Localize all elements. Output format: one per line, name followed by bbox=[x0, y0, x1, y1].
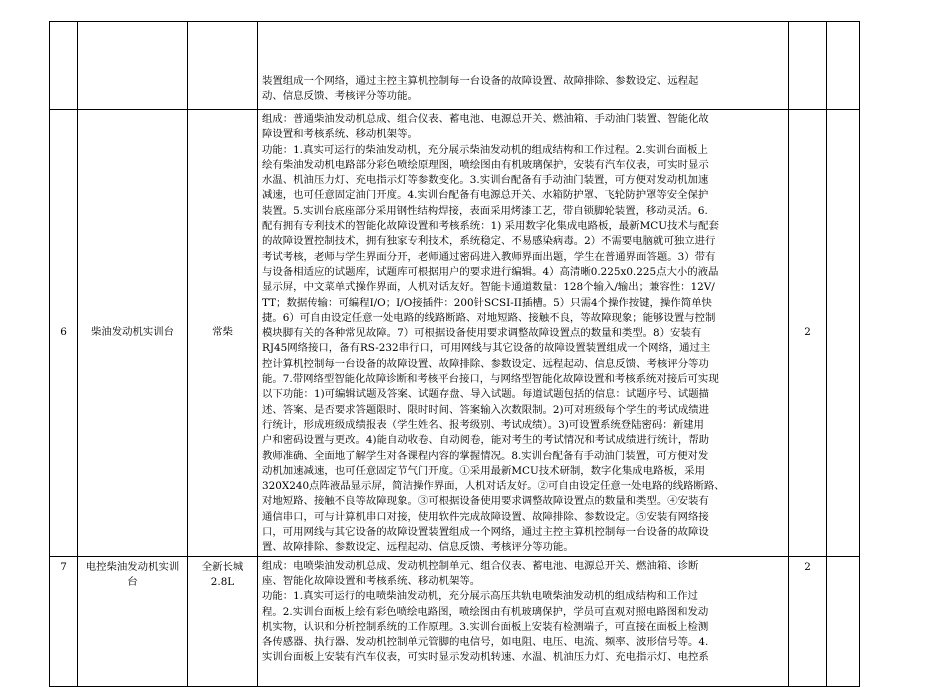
description-line: 通信串口，可与计算机串口对接，使用软件完成故障设置、故障排除、参数设定。⑤安装有网络接 bbox=[262, 510, 709, 523]
description-line: 功能：1.真实可运行的柴油发动机，充分展示柴油发动机的组成结构和工作过程。2.实训台面板上 bbox=[262, 143, 708, 156]
table-row bbox=[50, 22, 860, 110]
description-line: 述、答案、是否要求答题限时、限时时间、答案输入次数限制。2)可对班级每个学生的考试成绩进 bbox=[262, 403, 710, 416]
row-number bbox=[50, 22, 78, 110]
description-line: 与设备相适应的试题库，试题库可根据用户的要求进行编辑。4）高清晰0.225x0.225点大小的液晶 bbox=[262, 265, 719, 278]
description-line: 程。2.实训台面板上绘有彩色喷绘电路图，喷绘图由有机玻璃保护，学员可直观对照电路图和发动 bbox=[262, 605, 709, 618]
description-line: 功能：1.真实可运行的电喷柴油发动机，充分展示高压共轨电喷柴油发动机的组成结构和工作过 bbox=[262, 590, 698, 603]
description-line: 控计算机控制每一台设备的故障设置、故障排除、参数设定、远程起动、信息反馈、考核评分等功 bbox=[262, 357, 709, 370]
equipment-description bbox=[258, 110, 789, 557]
description-line: 组成：电喷柴油发动机总成、发动机控制单元、组合仪表、蓄电池、电源总开关、燃油箱、诊断 bbox=[262, 559, 699, 572]
description-line: 能。7.带网络型智能化故障诊断和考核平台接口，与网络型智能化故障设置和考核系统对接后可实现 bbox=[262, 373, 719, 386]
description-line: 绘有柴油发动机电路部分彩色喷绘原理图，喷绘图由有机玻璃保护，安装有汽车仪表，可实时显示 bbox=[262, 158, 709, 171]
description-line: 减速，也可任意固定油门开度。4.实训台配备有电源总开关、水箱防护罩、飞轮防护罩等安全保护 bbox=[262, 189, 709, 202]
equipment-quantity bbox=[789, 22, 827, 110]
description-line: 以下功能：1)可编辑试题及答案、试题存盘、导入试题。每道试题包括的信息：试题序号、试题描 bbox=[262, 388, 710, 401]
description-line: 模块脚有关的各种常见故障。7）可根据设备使用要求调整故障设置点的数量和类型。8）安装有 bbox=[262, 327, 702, 340]
equipment-quantity: 2 bbox=[789, 110, 827, 557]
equipment-quantity: 2 bbox=[789, 556, 827, 686]
description-line: 装置组成一个网络，通过主控主算机控制每一台设备的故障设置、故障排除、参数设定、远程起 bbox=[262, 75, 699, 87]
description-line: 实训台面板上安装有汽车仪表，可实时显示发动机转速、水温、机油压力灯、充电指示灯、电控系 bbox=[262, 651, 709, 664]
table-row bbox=[50, 556, 860, 686]
description-line: 显示屏，中文菜单式操作界面，人机对话友好。智能卡通道数量：128个输入/输出；兼容性：12V/ bbox=[262, 281, 715, 294]
description-line: 配有拥有专利技术的智能化故障设置和考核系统：1) 采用数字化集成电路板，最新MCU技术与配套 bbox=[262, 220, 719, 233]
description-line: 口，可用网线与其它设备的故障设置装置组成一个网络，通过主控主算机控制每一台设备的故障设 bbox=[262, 526, 709, 539]
description-line: 动机加速减速，也可任意固定节气门开度。①采用最新MCU技术研制，数字化集成电路板，采用 bbox=[262, 464, 705, 477]
equipment-name: 柴油发动机实训台 bbox=[78, 110, 188, 557]
equipment-description bbox=[258, 556, 789, 686]
description-line: 各传感器、执行器、发动机控制单元管脚的电信号，如电阻、电压、电流、频率、波形信号等。4. bbox=[262, 636, 709, 649]
row-number: 7 bbox=[50, 556, 78, 686]
description-line: RJ45网络接口，备有RS-232串行口，可用网线与其它设备的故障设置装置组成一个网络，通过主 bbox=[262, 342, 711, 355]
description-line: 座、智能化故障设置和考核系统、移动机架等。 bbox=[262, 574, 481, 587]
remarks-cell bbox=[827, 556, 860, 686]
description-line: 装置。5.实训台底座部分采用钢性结构焊接，表面采用烤漆工艺，带自锁脚轮装置，移动灵活。6. bbox=[262, 204, 708, 217]
equipment-brand: 常柴 bbox=[188, 110, 258, 557]
description-line: 水温、机油压力灯、充电指示灯等参数变化。3.实训台配备有手动油门装置，可方便对发动机加速 bbox=[262, 174, 709, 187]
equipment-description bbox=[258, 22, 789, 110]
description-line: TT；数据传输：可编程I/O；I/O接插件：200针SCSI-II插槽。5）只需4个操作按键，操作简单快 bbox=[262, 296, 712, 309]
equipment-name: 电控柴油发动机实训台 bbox=[78, 556, 188, 686]
description-line: 320X240点阵液晶显示屏，简洁操作界面，人机对话友好。②可自由设定任意一处电路的线路断路、 bbox=[262, 480, 725, 493]
description-line: 动、信息反馈、考核评分等功能。 bbox=[262, 90, 418, 103]
description-line: 障设置和考核系统、移动机架等。 bbox=[262, 128, 418, 141]
remarks-cell bbox=[827, 110, 860, 557]
equipment-name bbox=[78, 22, 188, 110]
equipment-brand: 全新长城2.8L bbox=[188, 556, 258, 686]
description-line: 考试考核，老师与学生界面分开，老师通过密码进入教师界面出题，学生在普通界面答题。3）带有 bbox=[262, 250, 716, 263]
description-line: 户和密码设置与更改。4)能自动收卷、自动阅卷，能对考生的考试情况和考试成绩进行统计，帮助 bbox=[262, 434, 710, 447]
description-line: 对地短路、接触不良等故障现象。③可根据设备使用要求调整故障设置点的数量和类型。④安装有 bbox=[262, 495, 709, 508]
description-line: 的故障设置控制技术，拥有独家专利技术，系统稳定、不易感染病毒。2）不需要电脑就可独立进行 bbox=[262, 235, 716, 248]
description-line: 组成：普通柴油发动机总成、组合仪表、蓄电池、电源总开关、燃油箱、手动油门装置、智能化故 bbox=[262, 113, 709, 125]
equipment-spec-table bbox=[49, 21, 860, 687]
description-line: 捷。6）可自由设定任意一处电路的线路断路、对地短路、接触不良，等故障现象；能够设置与控制 bbox=[262, 311, 716, 324]
description-line: 行统计，形成班级成绩报表（学生姓名、报考级别、考试成绩）。3)可设置系统登陆密码：新建用 bbox=[262, 418, 704, 431]
table-row bbox=[50, 110, 860, 557]
description-line: 置、故障排除、参数设定、远程起动、信息反馈、考核评分等功能。 bbox=[262, 541, 574, 554]
remarks-cell bbox=[827, 22, 860, 110]
description-line: 教师准确、全面地了解学生对各课程内容的掌握情况。8.实训台配备有手动油门装置，可方便对发 bbox=[262, 449, 709, 462]
description-line: 机实物，认识和分析控制系统的工作原理。3.实训台面板上安装有检测端子，可直接在面板上检测 bbox=[262, 620, 709, 633]
equipment-brand bbox=[188, 22, 258, 110]
row-number: 6 bbox=[50, 110, 78, 557]
